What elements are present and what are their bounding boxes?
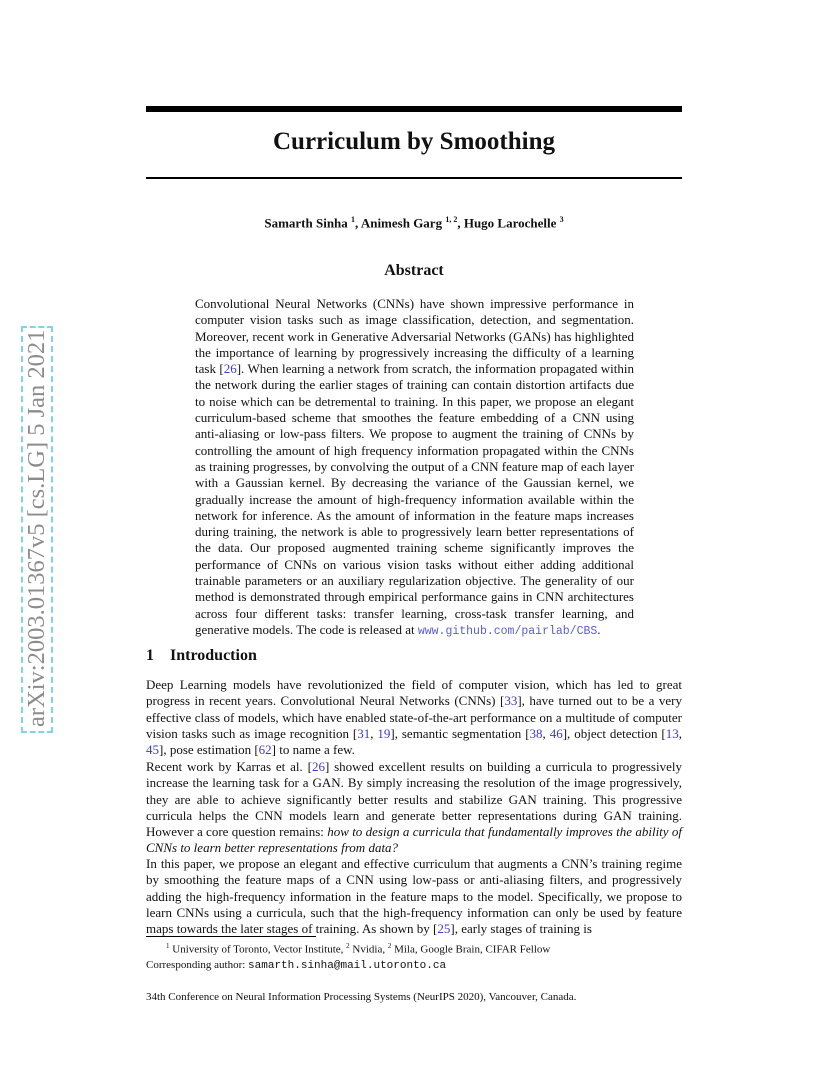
- section-title: Introduction: [170, 647, 257, 664]
- footnote: [146, 939, 682, 974]
- citation-link[interactable]: 19: [377, 725, 391, 741]
- intro-paragraph-3: In this paper, we propose an elegant and effective curriculum that augments a CNN’s training regime by smoothing the feature maps of a CNN using low-pass or anti-aliasing filters, and progressively adding the high-frequency information in the feature maps to the model. Specifically, we propose to learn CNNs using a curricula, such that the high-frequency information can only be used by feature maps towards the later stages of training. As shown by [25], early stages of training is: [146, 856, 682, 937]
- intro-paragraph-1: Deep Learning models have revolutionized the field of computer vision, which has led to great progress in recent years. Convolutional Neural Networks (CNNs) [33], have turned out to be a very effective class of models, which have enabled state-of-the-art performance on a multitude of computer vision tasks such as image recognition [31, 19], semantic segmentation [38, 46], object detection [13, 45], pose estimation [62] to name a few.: [146, 677, 683, 758]
- affiliation-mark: 1, 2: [445, 215, 458, 224]
- citation-link[interactable]: 25: [437, 921, 451, 937]
- author-name: , Hugo Larochelle: [457, 215, 560, 231]
- affiliation-mark: 3: [559, 215, 564, 224]
- author-list: [146, 215, 682, 231]
- arxiv-stamp[interactable]: arXiv:2003.01367v5 [cs.LG] 5 Jan 2021: [21, 326, 53, 733]
- affiliation-mark: 1: [351, 215, 356, 224]
- abstract-heading: Abstract: [384, 262, 444, 279]
- corresponding-author-line: Corresponding author: samarth.sinha@mail.utoronto.ca: [146, 958, 447, 972]
- intro-paragraph-2: Recent work by Karras et al. [26] showed excellent results on building a curricula to progressively increase the learning task for a GAN. By simply increasing the resolution of the image progressively, they are able to achieve significantly better results and stabilize GAN training. This progressive curricula helps the CNN models learn and generate better representations during GAN training. However a core question remains: how to design a curricula that fundamentally improves the ability of CNNs to learn better representations from data?: [146, 759, 682, 856]
- title-top-rule: [146, 106, 682, 112]
- section-heading: [146, 647, 257, 665]
- abstract-text: Convolutional Neural Networks (CNNs) have shown impressive performance in computer vision tasks such as image classification, detection, and segmentation. Moreover, recent work in Generative Adversarial Networks (GANs) has highlighted the importance of learning by progressively increasing the difficulty of a learning task [26]. When learning a network from scratch, the information propagated within the network during the earlier stages of training can contain distortion artifacts due to noise which can be detremental to training. In this paper, we propose an elegant curriculum-based scheme that smoothes the feature embedding of a CNN using anti-aliasing or low-pass filters. We propose to augment the training of CNNs by controlling the amount of high frequency information propagated within the CNNs as training progresses, by convolving the output of a CNN feature map of each layer with a Gaussian kernel. By decreasing the variance of the Gaussian kernel, we gradually increase the amount of high-frequency information available within the network for inference. As the amount of information in the feature maps increases during training, the network is able to progressively learn better representations of the data. Our proposed augmented training scheme significantly improves the performance of CNNs on various vision tasks without either adding additional trainable parameters or an auxiliary regularization objective. The generality of our method is demonstrated through empirical performance gains in CNN architectures across four different tasks: transfer learning, cross-task transfer learning, and generative models. The code is released at www.github.com/pairlab/CBS.: [195, 296, 634, 638]
- affiliations-line: $^1$ University of Toronto, Vector Institute, $^2$ Nvidia, $^2$ Mila, Google Brain, CIFAR Fellow: [166, 942, 551, 956]
- citation-link[interactable]: 31: [357, 725, 371, 741]
- citation-link[interactable]: 46: [549, 725, 563, 741]
- citation-link[interactable]: 45: [146, 742, 159, 758]
- title-bottom-rule: [146, 177, 682, 179]
- citation-link[interactable]: 62: [258, 742, 272, 758]
- citation-link[interactable]: 38: [529, 725, 543, 741]
- paper-title: Curriculum by Smoothing: [273, 128, 555, 155]
- author-name: Samarth Sinha: [264, 215, 352, 231]
- citation-link[interactable]: 26: [311, 759, 325, 774]
- author-email[interactable]: samarth.sinha@mail.utoronto.ca: [248, 959, 447, 972]
- conference-note: 34th Conference on Neural Information Processing Systems (NeurIPS 2020), Vancouver, Canada.: [146, 991, 577, 1003]
- section-number: 1: [146, 647, 154, 664]
- citation-link[interactable]: 33: [504, 693, 518, 709]
- citation-link[interactable]: 13: [665, 725, 679, 741]
- footnote-rule: [146, 936, 316, 937]
- author-name: , Animesh Garg: [355, 215, 446, 231]
- core-question: how to design a curricula that fundamentally improves the ability of CNNs to learn better representations from data?: [146, 824, 682, 856]
- code-repository-link[interactable]: www.github.com/pairlab/CBS: [417, 624, 598, 638]
- citation-link[interactable]: 26: [223, 361, 237, 377]
